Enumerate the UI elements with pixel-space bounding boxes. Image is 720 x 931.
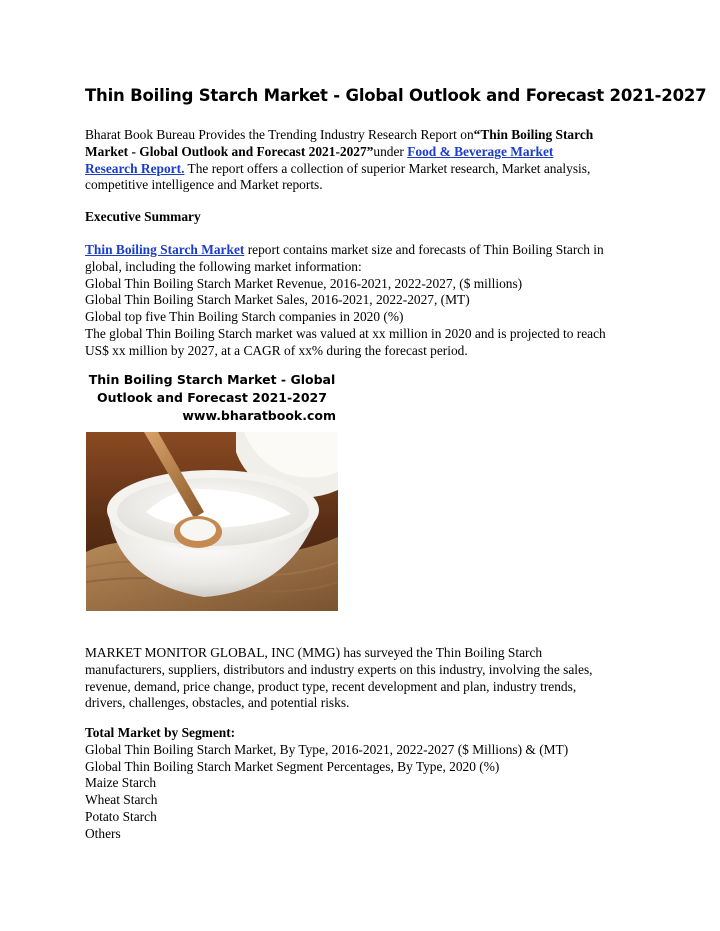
segment-heading-label: Total Market by Segment: — [85, 725, 236, 740]
intro-paragraph — [85, 127, 645, 194]
mmg-paragraph — [85, 645, 645, 712]
list-item: Potato Starch — [85, 808, 157, 824]
section-heading-executive-summary — [85, 209, 645, 226]
mmg-line-3: revenue, demand, price change, product type, recent development and plan, industry trends, — [85, 678, 577, 694]
starch-bowl-photo — [86, 432, 338, 611]
report-title-bold-cont: Market - Global Outlook and Forecast 2021-2027” — [85, 143, 374, 159]
cover-caption — [86, 371, 338, 425]
exec-line-5: Global top five Thin Boiling Starch companies in 2020 (%) — [85, 309, 404, 325]
page-title: Thin Boiling Starch Market - Global Outlook and Forecast 2021-2027 — [85, 86, 707, 105]
exec-text: report contains market size and forecasts of Thin Boiling Starch in — [244, 242, 604, 257]
exec-line-4: Global Thin Boiling Starch Market Sales, 2016-2021, 2022-2027, (MT) — [85, 292, 470, 308]
exec-line-7: US$ xx million by 2027, at a CAGR of xx% during the forecast period. — [85, 342, 468, 358]
mmg-line-4: drivers, challenges, obstacles, and potential risks. — [85, 695, 350, 711]
report-cover-image — [86, 363, 338, 611]
exec-line-6: The global Thin Boiling Starch market was valued at xx million in 2020 and is projected to reach — [85, 325, 606, 341]
exec-line-2: global, including the following market information: — [85, 258, 362, 274]
cover-website: www.bharatbook.com — [182, 408, 336, 423]
list-item: Wheat Starch — [85, 792, 158, 808]
exec-line-1 — [85, 242, 645, 259]
intro-line-2 — [85, 144, 645, 161]
mmg-line-2: manufacturers, suppliers, distributors and industry experts on this industry, involving the sales, — [85, 661, 593, 677]
intro-text: Bharat Book Bureau Provides the Trending Industry Research Report on — [85, 127, 474, 142]
segment-line-2: Global Thin Boiling Starch Market Segment Percentages, By Type, 2020 (%) — [85, 758, 500, 774]
list-item: Others — [85, 825, 121, 841]
cover-caption-line-2: Outlook and Forecast 2021-2027 — [97, 390, 327, 405]
intro-text-rest: The report offers a collection of superior Market research, Market analysis, — [184, 160, 591, 176]
executive-summary-label: Executive Summary — [85, 209, 201, 224]
list-item: Maize Starch — [85, 775, 157, 791]
research-report-link[interactable]: Research Report — [85, 160, 182, 176]
food-beverage-link[interactable]: Food & Beverage Market — [407, 143, 554, 159]
intro-text-under: under — [373, 143, 408, 159]
intro-line-1 — [85, 127, 645, 144]
thin-boiling-starch-market-link[interactable]: Thin Boiling Starch Market — [85, 242, 245, 257]
intro-line-4: competitive intelligence and Market reports. — [85, 177, 323, 193]
executive-summary-paragraph — [85, 242, 645, 360]
mmg-line-1: MARKET MONITOR GLOBAL, INC (MMG) has surveyed the Thin Boiling Starch — [85, 645, 543, 660]
cover-caption-line-1: Thin Boiling Starch Market - Global — [88, 372, 336, 387]
segment-line-1: Global Thin Boiling Starch Market, By Type, 2016-2021, 2022-2027 ($ Millions) & (MT) — [85, 741, 569, 757]
exec-line-3: Global Thin Boiling Starch Market Revenue, 2016-2021, 2022-2027, ($ millions) — [85, 275, 523, 291]
intro-line-3 — [85, 161, 645, 178]
segment-heading — [85, 725, 645, 742]
segment-paragraph — [85, 725, 645, 843]
research-report-link-dot[interactable]: . — [181, 160, 185, 176]
report-title-bold: “Thin Boiling Starch — [473, 127, 594, 142]
